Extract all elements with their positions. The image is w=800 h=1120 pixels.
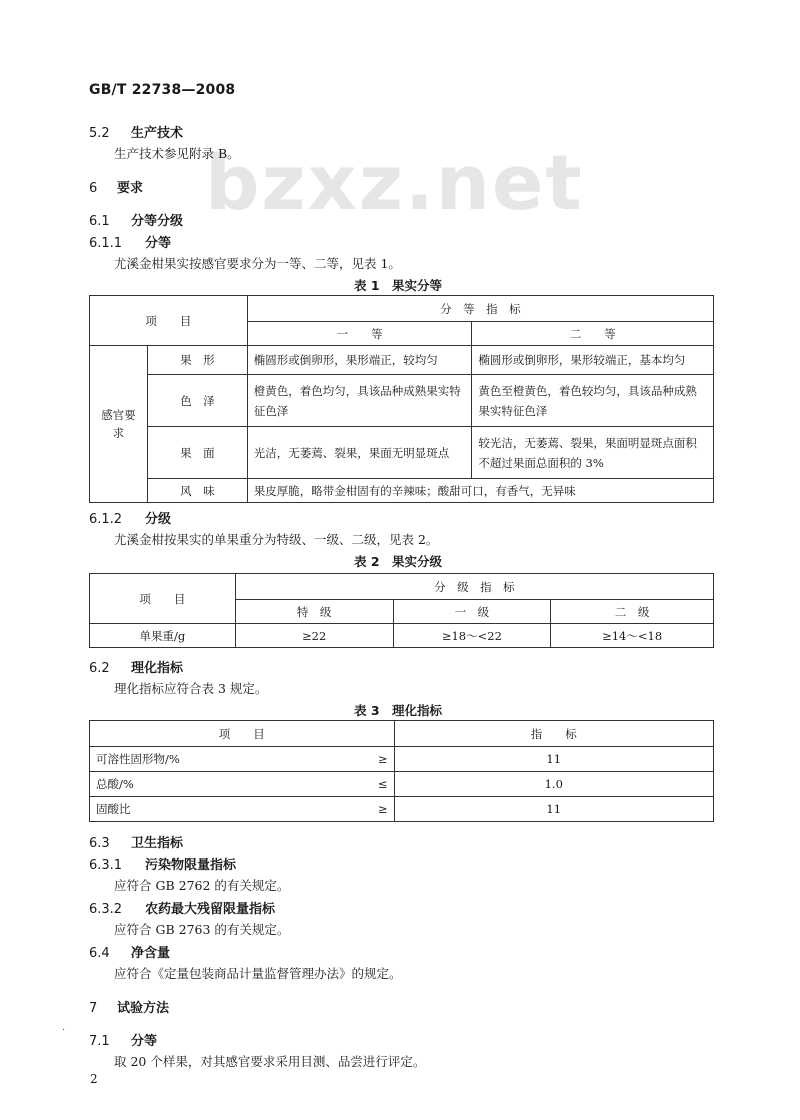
section-7-1-heading xyxy=(89,1030,157,1049)
item-label: 总酸/% xyxy=(96,777,134,791)
table-row xyxy=(90,427,714,479)
section-6-heading xyxy=(89,177,143,196)
section-6-2-heading xyxy=(89,657,183,676)
section-6-1-2-body: 尤溪金柑按果实的单果重分为特级、一级、二级，见表 2。 xyxy=(114,532,439,547)
row-item: 单果重/g xyxy=(90,624,236,648)
grade-2-value: 椭圆形或倒卵形，果形较端正，基本均匀 xyxy=(472,346,714,375)
value-level-1: ≥18～<22 xyxy=(393,624,551,648)
page-number: 2 xyxy=(90,1072,98,1086)
section-title: 卫生指标 xyxy=(131,836,184,851)
row-item: 果 形 xyxy=(147,346,247,375)
section-6-4-body: 应符合《定量包装商品计量监督管理办法》的规定。 xyxy=(114,966,402,981)
group-label-sensory: 感官要求 xyxy=(90,346,148,503)
table-row xyxy=(90,747,714,772)
section-title: 分级 xyxy=(145,512,172,527)
item-label: 可溶性固形物/% xyxy=(96,752,180,766)
row-item xyxy=(90,797,395,822)
value-level-2: ≥14～<18 xyxy=(551,624,714,648)
item-label: 固酸比 xyxy=(96,802,131,816)
table-3-caption: 表 3 理化指标 xyxy=(354,703,443,718)
header-grade-indicators: 分 等 指 标 xyxy=(247,296,713,322)
row-item xyxy=(90,772,395,797)
table-1-fruit-grading xyxy=(89,295,714,503)
section-6-3-heading xyxy=(89,832,183,851)
header-item: 项 目 xyxy=(90,721,395,747)
table-row xyxy=(90,375,714,427)
row-value: 11 xyxy=(394,747,714,772)
section-number: 7.1 xyxy=(89,1034,110,1049)
section-number: 6 xyxy=(89,181,98,196)
section-6-1-heading xyxy=(89,210,183,229)
header-level-1: 一 级 xyxy=(393,600,551,624)
section-6-3-2-body: 应符合 GB 2763 的有关规定。 xyxy=(114,922,290,937)
section-title: 分等 xyxy=(131,1034,158,1049)
section-title: 分等分级 xyxy=(131,214,184,229)
row-item xyxy=(90,747,395,772)
table-3-physicochemical xyxy=(89,720,714,822)
section-6-2-body: 理化指标应符合表 3 规定。 xyxy=(114,681,268,696)
grade-2-value: 较光洁，无萎蔫、裂果，果面明显斑点面积不超过果面总面积的 3% xyxy=(472,427,714,479)
comparison-operator: ≥ xyxy=(377,752,388,766)
header-grade-1: 一 等 xyxy=(247,322,472,346)
table-row xyxy=(90,624,714,648)
table-row xyxy=(90,479,714,503)
table-2-caption: 表 2 果实分级 xyxy=(354,554,443,569)
table-row xyxy=(90,772,714,797)
section-number: 6.1.2 xyxy=(89,512,123,527)
value-premium: ≥22 xyxy=(235,624,393,648)
grade-1-value: 橙黄色，着色均匀，具该品种成熟果实特征色泽 xyxy=(247,375,472,427)
section-number: 6.2 xyxy=(89,661,110,676)
section-number: 6.3.2 xyxy=(89,902,123,917)
section-number: 6.4 xyxy=(89,946,110,961)
row-item: 果 面 xyxy=(147,427,247,479)
section-title: 要求 xyxy=(117,181,144,196)
section-7-1-body: 取 20 个样果，对其感官要求采用目测、品尝进行评定。 xyxy=(114,1054,426,1069)
section-6-1-2-heading xyxy=(89,508,171,527)
header-grade-2: 二 等 xyxy=(472,322,714,346)
comparison-operator: ≤ xyxy=(377,777,388,791)
section-6-4-heading xyxy=(89,942,170,961)
section-title: 试验方法 xyxy=(117,1001,170,1016)
row-item: 风 味 xyxy=(147,479,247,503)
section-number: 6.3.1 xyxy=(89,858,123,873)
table-2-fruit-sizing xyxy=(89,573,714,648)
section-6-3-2-heading xyxy=(89,898,275,917)
table-row xyxy=(90,346,714,375)
section-7-heading xyxy=(89,997,169,1016)
grade-1-value: 椭圆形或倒卵形，果形端正，较均匀 xyxy=(247,346,472,375)
section-title: 净含量 xyxy=(131,946,171,961)
section-number: 7 xyxy=(89,1001,98,1016)
section-6-3-1-heading xyxy=(89,854,236,873)
section-title: 生产技术 xyxy=(131,126,184,141)
header-size-indicators: 分 级 指 标 xyxy=(235,574,713,600)
section-6-1-1-heading xyxy=(89,232,171,251)
header-item: 项 目 xyxy=(90,296,248,346)
section-5-2-heading xyxy=(89,122,183,141)
header-item: 项 目 xyxy=(90,574,236,624)
row-item: 色 泽 xyxy=(147,375,247,427)
section-title: 分等 xyxy=(145,236,172,251)
scan-artifact-mark: · xyxy=(62,1025,66,1036)
header-value: 指 标 xyxy=(394,721,714,747)
watermark: bzxz.net xyxy=(205,138,584,227)
section-title: 污染物限量指标 xyxy=(145,858,237,873)
grade-1-value: 光洁，无萎蔫、裂果，果面无明显斑点 xyxy=(247,427,472,479)
row-value: 11 xyxy=(394,797,714,822)
section-6-1-1-body: 尤溪金柑果实按感官要求分为一等、二等，见表 1。 xyxy=(114,256,401,271)
header-level-2: 二 级 xyxy=(551,600,714,624)
section-number: 5.2 xyxy=(89,126,110,141)
merged-value: 果皮厚脆，略带金柑固有的辛辣味；酸甜可口，有香气，无异味 xyxy=(247,479,713,503)
section-number: 6.1.1 xyxy=(89,236,123,251)
section-title: 农药最大残留限量指标 xyxy=(145,902,276,917)
section-title: 理化指标 xyxy=(131,661,184,676)
section-number: 6.3 xyxy=(89,836,110,851)
table-row xyxy=(90,797,714,822)
header-level-premium: 特 级 xyxy=(235,600,393,624)
table-1-caption: 表 1 果实分等 xyxy=(354,278,443,293)
section-number: 6.1 xyxy=(89,214,110,229)
section-6-3-1-body: 应符合 GB 2762 的有关规定。 xyxy=(114,878,290,893)
grade-2-value: 黄色至橙黄色，着色较均匀，具该品种成熟果实特征色泽 xyxy=(472,375,714,427)
standard-code-header: GB/T 22738—2008 xyxy=(89,82,236,98)
row-value: 1.0 xyxy=(394,772,714,797)
section-5-2-body: 生产技术参见附录 B。 xyxy=(114,146,240,161)
comparison-operator: ≥ xyxy=(377,802,388,816)
